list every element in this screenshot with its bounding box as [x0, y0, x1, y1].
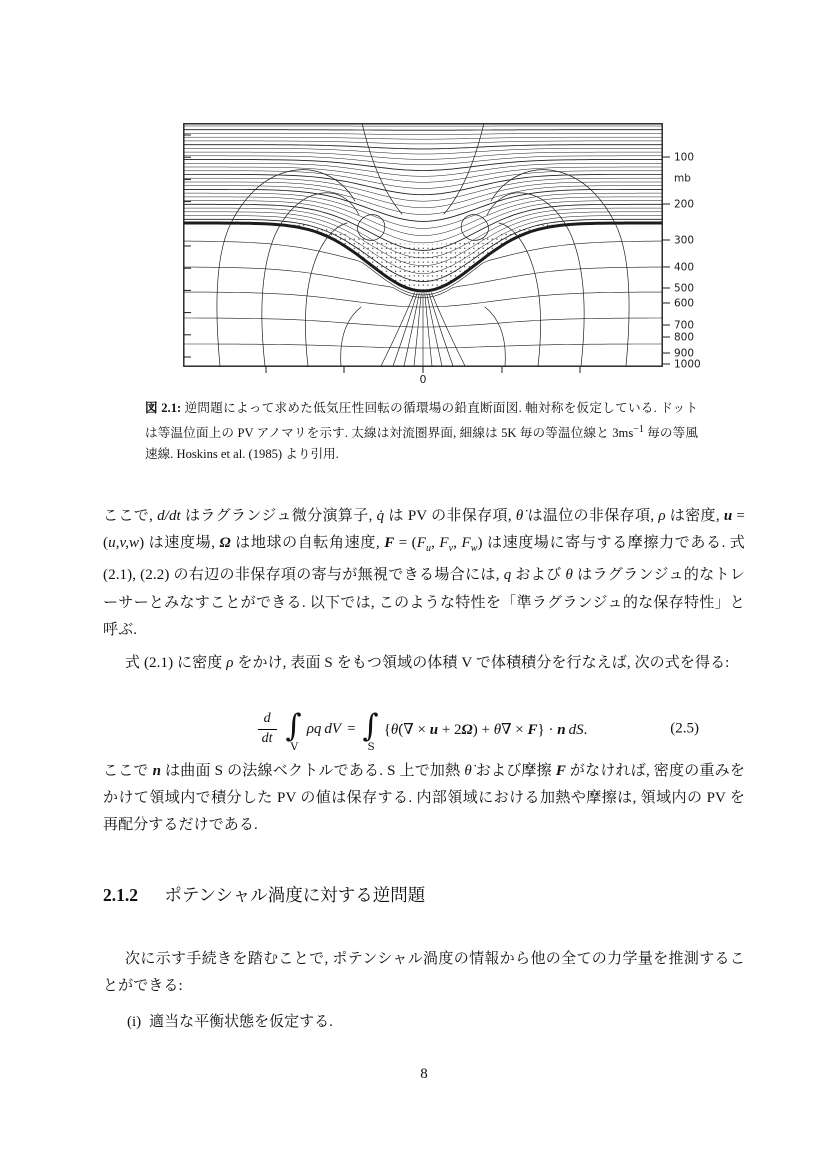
svg-text:800: 800 — [674, 331, 695, 344]
integral-volume-limit: V — [290, 741, 299, 753]
paragraph-procedure-intro: 次に示す手続きを踏むことで, ポテンシャル渦度の情報から他の全ての力学量を推測することができる: — [103, 951, 745, 995]
eq-fraction-numerator: d — [263, 710, 271, 726]
eq-fraction-denominator: dt — [258, 729, 277, 747]
integral-surface — [362, 707, 379, 753]
eq-equals-sign: = — [347, 720, 356, 737]
section-number: 2.1.2 — [103, 885, 138, 905]
equation-number: (2.5) — [670, 720, 699, 737]
svg-text:200: 200 — [674, 198, 695, 211]
figure-2-1 — [183, 123, 713, 385]
svg-text:1000: 1000 — [674, 358, 701, 371]
paragraph-normal-vector: ここで n は曲面 S の法線ベクトルである. S 上で加熱 θ̇ および摩擦 F がなければ, 密度の重みをかけて領域内で積分した PV の値は保存する. 内部領域における加熱や摩擦は, 領域内の PV を再配分するだけである. — [103, 763, 745, 834]
integral-surface-limit: S — [367, 741, 375, 753]
paragraph-volume-integral: 式 (2.1) に密度 ρ をかけ, 表面 S をもつ領域の体積 V で体積積分を行なえば, 次の式を得る: — [125, 655, 730, 671]
list-item-i — [127, 1010, 333, 1031]
list-item-text: 適当な平衡状態を仮定する. — [149, 1014, 333, 1030]
list-item-marker: (i) — [127, 1014, 142, 1030]
svg-text:0: 0 — [419, 373, 427, 385]
svg-text:100: 100 — [674, 151, 695, 164]
integral-sign: ∫ — [362, 707, 379, 744]
contour-plot — [183, 123, 713, 385]
svg-text:400: 400 — [674, 261, 695, 274]
eq-fraction — [258, 712, 277, 746]
eq-rhs-integrand: {θ̇(∇ × u + 2Ω) + θ∇ × F} · n dS. — [383, 721, 588, 738]
figure-caption-label: 図 2.1: — [145, 401, 182, 415]
paragraph-pv-terms: ここで, d/dt はラグランジュ微分演算子, q̇ は PV の非保存項, θ̇ は温位の非保存項, ρ は密度, u = (u,v,w) は速度場, Ω は地球の自転角速度, $F = (F_u$, $F_v$, $F_w$) は速度場に寄与する摩擦力である. 式 (2.1), (2.2) の右辺の非保存項の寄与が無視できる場合には, q および θ はラグランジュ的なトレーサーとみなすことができる. 以下では, このような特性を「準ラグランジュ的な保存特性」と呼ぶ. — [103, 508, 746, 638]
equation-2-5 — [103, 700, 745, 758]
section-title: ポテンシャル渦度に対する逆問題 — [164, 886, 426, 906]
svg-text:mb: mb — [674, 172, 691, 185]
eq-lhs-integrand: ρq dV — [306, 720, 342, 737]
figure-caption — [145, 398, 698, 465]
integral-volume — [285, 707, 302, 753]
svg-text:700: 700 — [674, 319, 695, 332]
figure-caption-text: 逆問題によって求めた低気圧性回転の循環場の鉛直断面図. 軸対称を仮定している. ドットは等温位面上の PV アノマリを示す. 太線は対流圏界面, 細線は 5K 毎の等温位線と $3ms^{-1}$ 毎の等風速線. Hoskins et al. (1985) より引用. — [145, 401, 698, 462]
equation-body — [258, 707, 591, 753]
page-number: 8 — [420, 1066, 428, 1082]
integral-sign: ∫ — [285, 707, 302, 744]
svg-text:500: 500 — [674, 282, 695, 295]
svg-text:900: 900 — [674, 347, 695, 360]
svg-text:300: 300 — [674, 234, 695, 247]
section-heading — [103, 882, 425, 907]
svg-text:600: 600 — [674, 297, 695, 310]
